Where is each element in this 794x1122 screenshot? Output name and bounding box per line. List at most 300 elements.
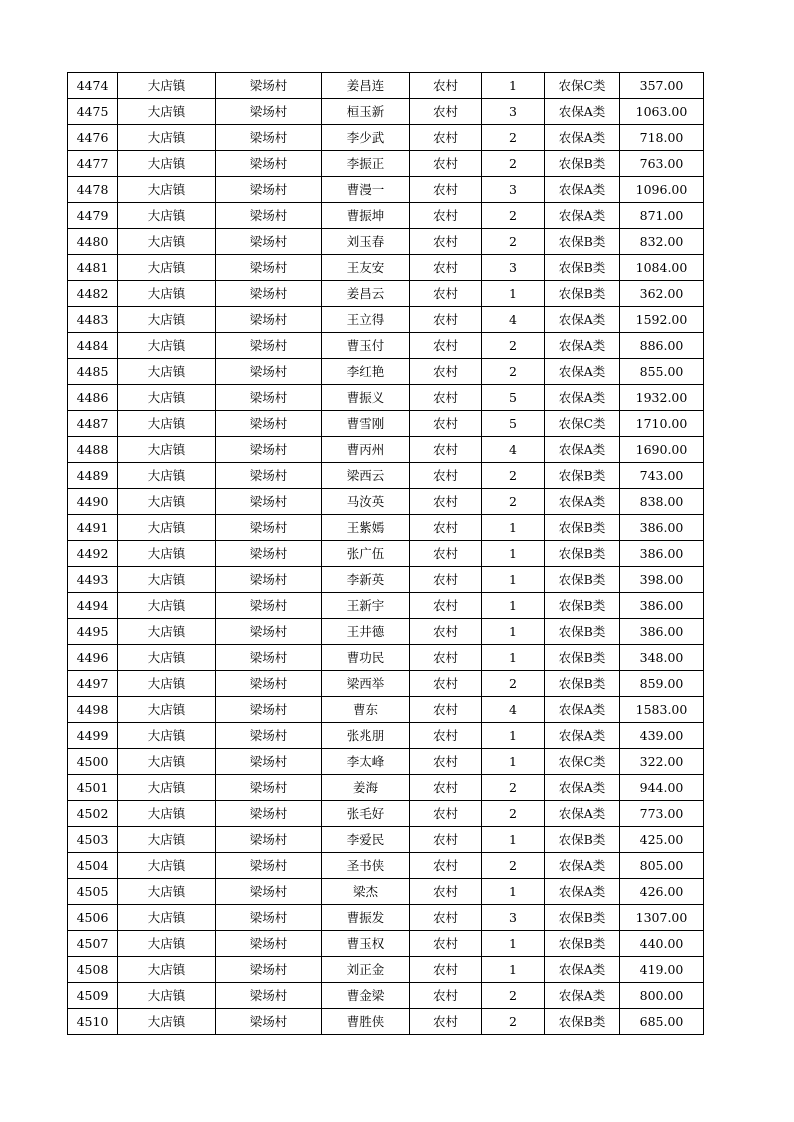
town-cell: 大店镇 <box>118 723 216 749</box>
village-cell: 梁场村 <box>216 463 322 489</box>
serial-no-cell: 4494 <box>68 593 118 619</box>
amount-cell: 886.00 <box>620 333 704 359</box>
serial-no-cell: 4507 <box>68 931 118 957</box>
name-cell: 姜昌连 <box>322 73 410 99</box>
amount-cell: 718.00 <box>620 125 704 151</box>
area-type-cell: 农村 <box>410 671 482 697</box>
area-type-cell: 农村 <box>410 229 482 255</box>
household-size-cell: 2 <box>482 1009 545 1035</box>
town-cell: 大店镇 <box>118 177 216 203</box>
table-row <box>68 255 704 281</box>
household-size-cell: 2 <box>482 203 545 229</box>
town-cell: 大店镇 <box>118 775 216 801</box>
area-type-cell: 农村 <box>410 749 482 775</box>
table-row <box>68 99 704 125</box>
serial-no-cell: 4484 <box>68 333 118 359</box>
table-row <box>68 879 704 905</box>
table-row <box>68 385 704 411</box>
serial-no-cell: 4505 <box>68 879 118 905</box>
village-cell: 梁场村 <box>216 957 322 983</box>
household-size-cell: 1 <box>482 619 545 645</box>
table-row <box>68 1009 704 1035</box>
village-cell: 梁场村 <box>216 1009 322 1035</box>
amount-cell: 386.00 <box>620 541 704 567</box>
amount-cell: 419.00 <box>620 957 704 983</box>
amount-cell: 859.00 <box>620 671 704 697</box>
village-cell: 梁场村 <box>216 281 322 307</box>
table-row <box>68 333 704 359</box>
town-cell: 大店镇 <box>118 255 216 281</box>
village-cell: 梁场村 <box>216 749 322 775</box>
village-cell: 梁场村 <box>216 697 322 723</box>
amount-cell: 763.00 <box>620 151 704 177</box>
amount-cell: 322.00 <box>620 749 704 775</box>
serial-no-cell: 4489 <box>68 463 118 489</box>
amount-cell: 398.00 <box>620 567 704 593</box>
serial-no-cell: 4499 <box>68 723 118 749</box>
table-row <box>68 125 704 151</box>
table-row <box>68 73 704 99</box>
insurance-class-cell: 农保B类 <box>545 905 620 931</box>
name-cell: 李振正 <box>322 151 410 177</box>
insurance-class-cell: 农保A类 <box>545 775 620 801</box>
name-cell: 圣书侠 <box>322 853 410 879</box>
serial-no-cell: 4488 <box>68 437 118 463</box>
village-cell: 梁场村 <box>216 645 322 671</box>
name-cell: 曹丙州 <box>322 437 410 463</box>
amount-cell: 944.00 <box>620 775 704 801</box>
name-cell: 曹东 <box>322 697 410 723</box>
serial-no-cell: 4475 <box>68 99 118 125</box>
table-row <box>68 905 704 931</box>
name-cell: 曹漫一 <box>322 177 410 203</box>
area-type-cell: 农村 <box>410 437 482 463</box>
area-type-cell: 农村 <box>410 567 482 593</box>
table-row <box>68 541 704 567</box>
serial-no-cell: 4509 <box>68 983 118 1009</box>
serial-no-cell: 4495 <box>68 619 118 645</box>
table-row <box>68 515 704 541</box>
name-cell: 王井德 <box>322 619 410 645</box>
roster-body <box>68 73 704 1035</box>
area-type-cell: 农村 <box>410 879 482 905</box>
insurance-class-cell: 农保C类 <box>545 749 620 775</box>
village-cell: 梁场村 <box>216 359 322 385</box>
name-cell: 曹胜侠 <box>322 1009 410 1035</box>
town-cell: 大店镇 <box>118 73 216 99</box>
table-row <box>68 359 704 385</box>
village-cell: 梁场村 <box>216 671 322 697</box>
area-type-cell: 农村 <box>410 593 482 619</box>
serial-no-cell: 4497 <box>68 671 118 697</box>
insurance-class-cell: 农保A类 <box>545 333 620 359</box>
area-type-cell: 农村 <box>410 99 482 125</box>
household-size-cell: 1 <box>482 73 545 99</box>
village-cell: 梁场村 <box>216 619 322 645</box>
name-cell: 曹金梁 <box>322 983 410 1009</box>
serial-no-cell: 4476 <box>68 125 118 151</box>
household-size-cell: 2 <box>482 853 545 879</box>
name-cell: 李爱民 <box>322 827 410 853</box>
household-size-cell: 2 <box>482 463 545 489</box>
name-cell: 张毛好 <box>322 801 410 827</box>
village-cell: 梁场村 <box>216 801 322 827</box>
name-cell: 王友安 <box>322 255 410 281</box>
town-cell: 大店镇 <box>118 957 216 983</box>
household-size-cell: 1 <box>482 879 545 905</box>
village-cell: 梁场村 <box>216 177 322 203</box>
town-cell: 大店镇 <box>118 385 216 411</box>
serial-no-cell: 4496 <box>68 645 118 671</box>
area-type-cell: 农村 <box>410 307 482 333</box>
insurance-class-cell: 农保B类 <box>545 541 620 567</box>
village-cell: 梁场村 <box>216 567 322 593</box>
area-type-cell: 农村 <box>410 515 482 541</box>
serial-no-cell: 4479 <box>68 203 118 229</box>
insurance-class-cell: 农保A类 <box>545 177 620 203</box>
area-type-cell: 农村 <box>410 203 482 229</box>
town-cell: 大店镇 <box>118 151 216 177</box>
town-cell: 大店镇 <box>118 671 216 697</box>
area-type-cell: 农村 <box>410 931 482 957</box>
insurance-class-cell: 农保C类 <box>545 73 620 99</box>
insurance-class-cell: 农保B类 <box>545 255 620 281</box>
area-type-cell: 农村 <box>410 827 482 853</box>
household-size-cell: 4 <box>482 307 545 333</box>
area-type-cell: 农村 <box>410 1009 482 1035</box>
serial-no-cell: 4485 <box>68 359 118 385</box>
area-type-cell: 农村 <box>410 723 482 749</box>
town-cell: 大店镇 <box>118 307 216 333</box>
serial-no-cell: 4491 <box>68 515 118 541</box>
name-cell: 张广伍 <box>322 541 410 567</box>
serial-no-cell: 4492 <box>68 541 118 567</box>
town-cell: 大店镇 <box>118 593 216 619</box>
serial-no-cell: 4480 <box>68 229 118 255</box>
household-size-cell: 1 <box>482 593 545 619</box>
town-cell: 大店镇 <box>118 463 216 489</box>
table-row <box>68 827 704 853</box>
serial-no-cell: 4493 <box>68 567 118 593</box>
village-cell: 梁场村 <box>216 203 322 229</box>
amount-cell: 425.00 <box>620 827 704 853</box>
household-size-cell: 2 <box>482 333 545 359</box>
name-cell: 姜海 <box>322 775 410 801</box>
area-type-cell: 农村 <box>410 957 482 983</box>
area-type-cell: 农村 <box>410 775 482 801</box>
household-size-cell: 3 <box>482 905 545 931</box>
household-size-cell: 2 <box>482 229 545 255</box>
town-cell: 大店镇 <box>118 567 216 593</box>
table-row <box>68 957 704 983</box>
village-cell: 梁场村 <box>216 489 322 515</box>
household-size-cell: 2 <box>482 125 545 151</box>
serial-no-cell: 4486 <box>68 385 118 411</box>
table-row <box>68 801 704 827</box>
village-cell: 梁场村 <box>216 151 322 177</box>
household-size-cell: 1 <box>482 749 545 775</box>
insurance-class-cell: 农保B类 <box>545 1009 620 1035</box>
insurance-class-cell: 农保A类 <box>545 489 620 515</box>
household-size-cell: 1 <box>482 567 545 593</box>
area-type-cell: 农村 <box>410 151 482 177</box>
table-row <box>68 619 704 645</box>
amount-cell: 426.00 <box>620 879 704 905</box>
household-size-cell: 1 <box>482 541 545 567</box>
area-type-cell: 农村 <box>410 411 482 437</box>
table-row <box>68 671 704 697</box>
name-cell: 曹玉付 <box>322 333 410 359</box>
table-row <box>68 723 704 749</box>
serial-no-cell: 4504 <box>68 853 118 879</box>
household-size-cell: 1 <box>482 645 545 671</box>
insurance-class-cell: 农保A类 <box>545 359 620 385</box>
table-row <box>68 697 704 723</box>
amount-cell: 1307.00 <box>620 905 704 931</box>
insurance-class-cell: 农保B类 <box>545 229 620 255</box>
table-row <box>68 983 704 1009</box>
name-cell: 李太峰 <box>322 749 410 775</box>
insurance-class-cell: 农保A类 <box>545 957 620 983</box>
amount-cell: 440.00 <box>620 931 704 957</box>
name-cell: 刘正金 <box>322 957 410 983</box>
name-cell: 王紫嫣 <box>322 515 410 541</box>
name-cell: 刘玉春 <box>322 229 410 255</box>
village-cell: 梁场村 <box>216 931 322 957</box>
insurance-class-cell: 农保B类 <box>545 151 620 177</box>
amount-cell: 805.00 <box>620 853 704 879</box>
amount-cell: 773.00 <box>620 801 704 827</box>
name-cell: 李红艳 <box>322 359 410 385</box>
insurance-class-cell: 农保B类 <box>545 671 620 697</box>
area-type-cell: 农村 <box>410 541 482 567</box>
household-size-cell: 4 <box>482 437 545 463</box>
household-size-cell: 2 <box>482 801 545 827</box>
town-cell: 大店镇 <box>118 229 216 255</box>
town-cell: 大店镇 <box>118 931 216 957</box>
town-cell: 大店镇 <box>118 619 216 645</box>
table-row <box>68 411 704 437</box>
household-size-cell: 3 <box>482 99 545 125</box>
amount-cell: 357.00 <box>620 73 704 99</box>
village-cell: 梁场村 <box>216 73 322 99</box>
serial-no-cell: 4482 <box>68 281 118 307</box>
insurance-class-cell: 农保A类 <box>545 853 620 879</box>
name-cell: 王新宇 <box>322 593 410 619</box>
amount-cell: 800.00 <box>620 983 704 1009</box>
serial-no-cell: 4498 <box>68 697 118 723</box>
amount-cell: 1084.00 <box>620 255 704 281</box>
insurance-class-cell: 农保A类 <box>545 879 620 905</box>
name-cell: 梁西云 <box>322 463 410 489</box>
insurance-class-cell: 农保A类 <box>545 307 620 333</box>
name-cell: 梁西举 <box>322 671 410 697</box>
serial-no-cell: 4487 <box>68 411 118 437</box>
table-row <box>68 203 704 229</box>
village-cell: 梁场村 <box>216 905 322 931</box>
town-cell: 大店镇 <box>118 749 216 775</box>
town-cell: 大店镇 <box>118 879 216 905</box>
household-size-cell: 5 <box>482 411 545 437</box>
village-cell: 梁场村 <box>216 879 322 905</box>
area-type-cell: 农村 <box>410 905 482 931</box>
household-size-cell: 1 <box>482 957 545 983</box>
amount-cell: 386.00 <box>620 619 704 645</box>
household-size-cell: 2 <box>482 151 545 177</box>
town-cell: 大店镇 <box>118 801 216 827</box>
village-cell: 梁场村 <box>216 255 322 281</box>
village-cell: 梁场村 <box>216 515 322 541</box>
name-cell: 梁杰 <box>322 879 410 905</box>
town-cell: 大店镇 <box>118 1009 216 1035</box>
village-cell: 梁场村 <box>216 827 322 853</box>
village-cell: 梁场村 <box>216 333 322 359</box>
table-row <box>68 151 704 177</box>
town-cell: 大店镇 <box>118 125 216 151</box>
town-cell: 大店镇 <box>118 645 216 671</box>
amount-cell: 1096.00 <box>620 177 704 203</box>
amount-cell: 871.00 <box>620 203 704 229</box>
amount-cell: 1063.00 <box>620 99 704 125</box>
area-type-cell: 农村 <box>410 619 482 645</box>
serial-no-cell: 4503 <box>68 827 118 853</box>
insurance-class-cell: 农保A类 <box>545 437 620 463</box>
insurance-class-cell: 农保C类 <box>545 411 620 437</box>
table-row <box>68 177 704 203</box>
name-cell: 王立得 <box>322 307 410 333</box>
amount-cell: 362.00 <box>620 281 704 307</box>
town-cell: 大店镇 <box>118 281 216 307</box>
amount-cell: 838.00 <box>620 489 704 515</box>
household-size-cell: 2 <box>482 359 545 385</box>
household-size-cell: 1 <box>482 931 545 957</box>
area-type-cell: 农村 <box>410 177 482 203</box>
area-type-cell: 农村 <box>410 359 482 385</box>
amount-cell: 439.00 <box>620 723 704 749</box>
village-cell: 梁场村 <box>216 411 322 437</box>
area-type-cell: 农村 <box>410 125 482 151</box>
serial-no-cell: 4478 <box>68 177 118 203</box>
area-type-cell: 农村 <box>410 489 482 515</box>
insurance-class-cell: 农保A类 <box>545 385 620 411</box>
name-cell: 李少武 <box>322 125 410 151</box>
area-type-cell: 农村 <box>410 73 482 99</box>
insurance-class-cell: 农保B类 <box>545 645 620 671</box>
amount-cell: 348.00 <box>620 645 704 671</box>
town-cell: 大店镇 <box>118 359 216 385</box>
household-size-cell: 2 <box>482 983 545 1009</box>
village-cell: 梁场村 <box>216 385 322 411</box>
village-cell: 梁场村 <box>216 541 322 567</box>
area-type-cell: 农村 <box>410 281 482 307</box>
household-size-cell: 5 <box>482 385 545 411</box>
amount-cell: 1690.00 <box>620 437 704 463</box>
town-cell: 大店镇 <box>118 697 216 723</box>
amount-cell: 386.00 <box>620 515 704 541</box>
village-cell: 梁场村 <box>216 775 322 801</box>
table-row <box>68 307 704 333</box>
name-cell: 李新英 <box>322 567 410 593</box>
amount-cell: 855.00 <box>620 359 704 385</box>
village-cell: 梁场村 <box>216 125 322 151</box>
serial-no-cell: 4502 <box>68 801 118 827</box>
insurance-class-cell: 农保B类 <box>545 567 620 593</box>
serial-no-cell: 4483 <box>68 307 118 333</box>
name-cell: 马汝英 <box>322 489 410 515</box>
table-row <box>68 437 704 463</box>
insurance-class-cell: 农保A类 <box>545 125 620 151</box>
serial-no-cell: 4474 <box>68 73 118 99</box>
insurance-class-cell: 农保A类 <box>545 99 620 125</box>
town-cell: 大店镇 <box>118 437 216 463</box>
name-cell: 姜昌云 <box>322 281 410 307</box>
area-type-cell: 农村 <box>410 463 482 489</box>
insurance-class-cell: 农保B类 <box>545 827 620 853</box>
table-row <box>68 775 704 801</box>
area-type-cell: 农村 <box>410 983 482 1009</box>
name-cell: 曹雪刚 <box>322 411 410 437</box>
serial-no-cell: 4510 <box>68 1009 118 1035</box>
household-size-cell: 3 <box>482 177 545 203</box>
insurance-class-cell: 农保B类 <box>545 281 620 307</box>
table-row <box>68 489 704 515</box>
household-size-cell: 1 <box>482 723 545 749</box>
area-type-cell: 农村 <box>410 333 482 359</box>
table-row <box>68 645 704 671</box>
area-type-cell: 农村 <box>410 255 482 281</box>
village-cell: 梁场村 <box>216 593 322 619</box>
insurance-class-cell: 农保B类 <box>545 515 620 541</box>
insurance-class-cell: 农保A类 <box>545 723 620 749</box>
table-row <box>68 463 704 489</box>
area-type-cell: 农村 <box>410 385 482 411</box>
area-type-cell: 农村 <box>410 801 482 827</box>
village-cell: 梁场村 <box>216 307 322 333</box>
area-type-cell: 农村 <box>410 853 482 879</box>
area-type-cell: 农村 <box>410 645 482 671</box>
town-cell: 大店镇 <box>118 515 216 541</box>
household-size-cell: 2 <box>482 775 545 801</box>
town-cell: 大店镇 <box>118 905 216 931</box>
amount-cell: 685.00 <box>620 1009 704 1035</box>
amount-cell: 1932.00 <box>620 385 704 411</box>
village-cell: 梁场村 <box>216 437 322 463</box>
village-cell: 梁场村 <box>216 853 322 879</box>
name-cell: 曹振发 <box>322 905 410 931</box>
name-cell: 曹功民 <box>322 645 410 671</box>
table-row <box>68 593 704 619</box>
amount-cell: 1583.00 <box>620 697 704 723</box>
serial-no-cell: 4490 <box>68 489 118 515</box>
name-cell: 曹振义 <box>322 385 410 411</box>
insurance-class-cell: 农保B类 <box>545 931 620 957</box>
amount-cell: 832.00 <box>620 229 704 255</box>
table-row <box>68 229 704 255</box>
household-size-cell: 3 <box>482 255 545 281</box>
insurance-class-cell: 农保A类 <box>545 697 620 723</box>
serial-no-cell: 4500 <box>68 749 118 775</box>
name-cell: 曹玉权 <box>322 931 410 957</box>
roster-table <box>67 72 704 1035</box>
serial-no-cell: 4481 <box>68 255 118 281</box>
amount-cell: 1592.00 <box>620 307 704 333</box>
household-size-cell: 2 <box>482 489 545 515</box>
insurance-class-cell: 农保A类 <box>545 801 620 827</box>
table-row <box>68 853 704 879</box>
serial-no-cell: 4508 <box>68 957 118 983</box>
table-row <box>68 281 704 307</box>
amount-cell: 1710.00 <box>620 411 704 437</box>
